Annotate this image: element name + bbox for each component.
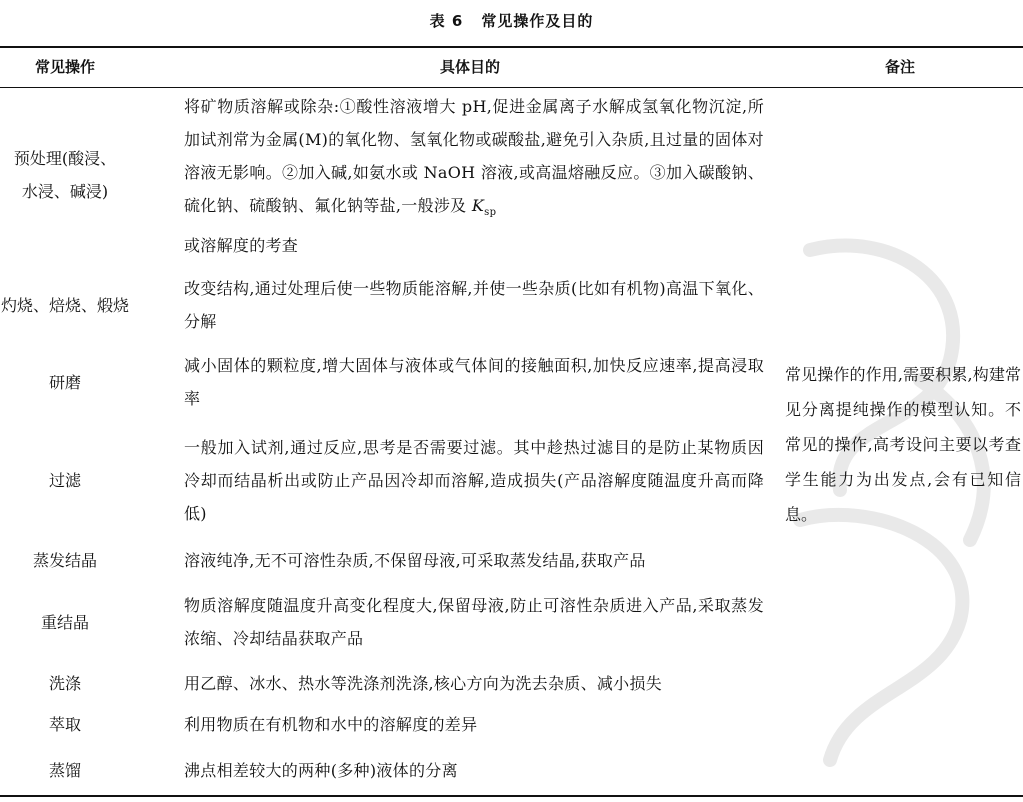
row-operation: 重结晶 <box>40 613 89 632</box>
ksp-symbol: K <box>471 196 485 215</box>
purpose-text: 将矿物质溶解或除杂:①酸性溶液增大 pH,促进金属离子水解成氢氧化物沉淀,所加试剂常为金属(M)的氧化物、氢氧化物或碳酸盐,避免引入杂质,且过量的固体对溶液无影响。②加入碱,如氨水或 NaOH 溶液,或高温熔融反应。③加入碳酸钠、硫化钠、硫酸钠、氟化钠等盐,一般涉及 <box>184 97 764 215</box>
row-purpose: 利用物质在有机物和水中的溶解度的差异 <box>184 715 478 734</box>
bottom-rule <box>0 795 1023 797</box>
row-purpose: 一般加入试剂,通过反应,思考是否需要过滤。其中趁热过滤目的是防止某物质因冷却而结晶析出或防止产品因冷却而溶解,造成损失(产品溶解度随温度升高而降低) <box>184 438 764 523</box>
row-purpose: 用乙醇、冰水、热水等洗涤剂洗涤,核心方向为洗去杂质、减小损失 <box>184 674 663 693</box>
header-operation: 常见操作 <box>34 58 95 76</box>
table-caption <box>0 10 1023 31</box>
note-cell: 常见操作的作用,需要积累,构建常见分离提纯操作的模型认知。不常见的操作,高考设问主要以考查学生能力为出发点,会有已知信息。 <box>785 365 1021 524</box>
row-purpose: 沸点相差较大的两种(多种)液体的分离 <box>184 761 458 780</box>
row-operation: 灼烧、焙烧、煅烧 <box>0 296 129 315</box>
table-title: 常见操作及目的 <box>481 12 594 30</box>
top-rule <box>0 46 1023 48</box>
header-rule <box>0 87 1023 88</box>
row-operation: 洗涤 <box>48 674 81 693</box>
header-note: 备注 <box>884 58 915 76</box>
row-purpose: 减小固体的颗粒度,增大固体与液体或气体间的接触面积,加快反应速率,提高浸取率 <box>184 356 764 408</box>
row-operation: 过滤 <box>48 471 81 490</box>
row-operation: 研磨 <box>48 373 81 392</box>
purpose-text: 或溶解度的考查 <box>184 236 299 256</box>
row-operation: 蒸发结晶 <box>32 551 97 570</box>
row-operation: 萃取 <box>48 715 81 734</box>
row-purpose: 溶液纯净,无不可溶性杂质,不保留母液,可采取蒸发结晶,获取产品 <box>184 551 646 570</box>
header-purpose: 具体目的 <box>439 58 500 76</box>
row-purpose: 物质溶解度随温度升高变化程度大,保留母液,防止可溶性杂质进入产品,采取蒸发浓缩、冷却结晶获取产品 <box>184 596 764 648</box>
ksp-subscript: sp <box>484 207 497 219</box>
operation-line: 水浸、碱浸) <box>21 182 109 201</box>
row-operation: 蒸馏 <box>48 761 81 780</box>
operation-line: 预处理(酸浸、 <box>13 149 117 168</box>
row-operation <box>0 142 130 208</box>
row-purpose <box>184 90 764 262</box>
table-number: 表 6 <box>429 12 464 30</box>
row-purpose: 改变结构,通过处理后使一些物质能溶解,并使一些杂质(比如有机物)高温下氧化、分解 <box>184 279 764 331</box>
